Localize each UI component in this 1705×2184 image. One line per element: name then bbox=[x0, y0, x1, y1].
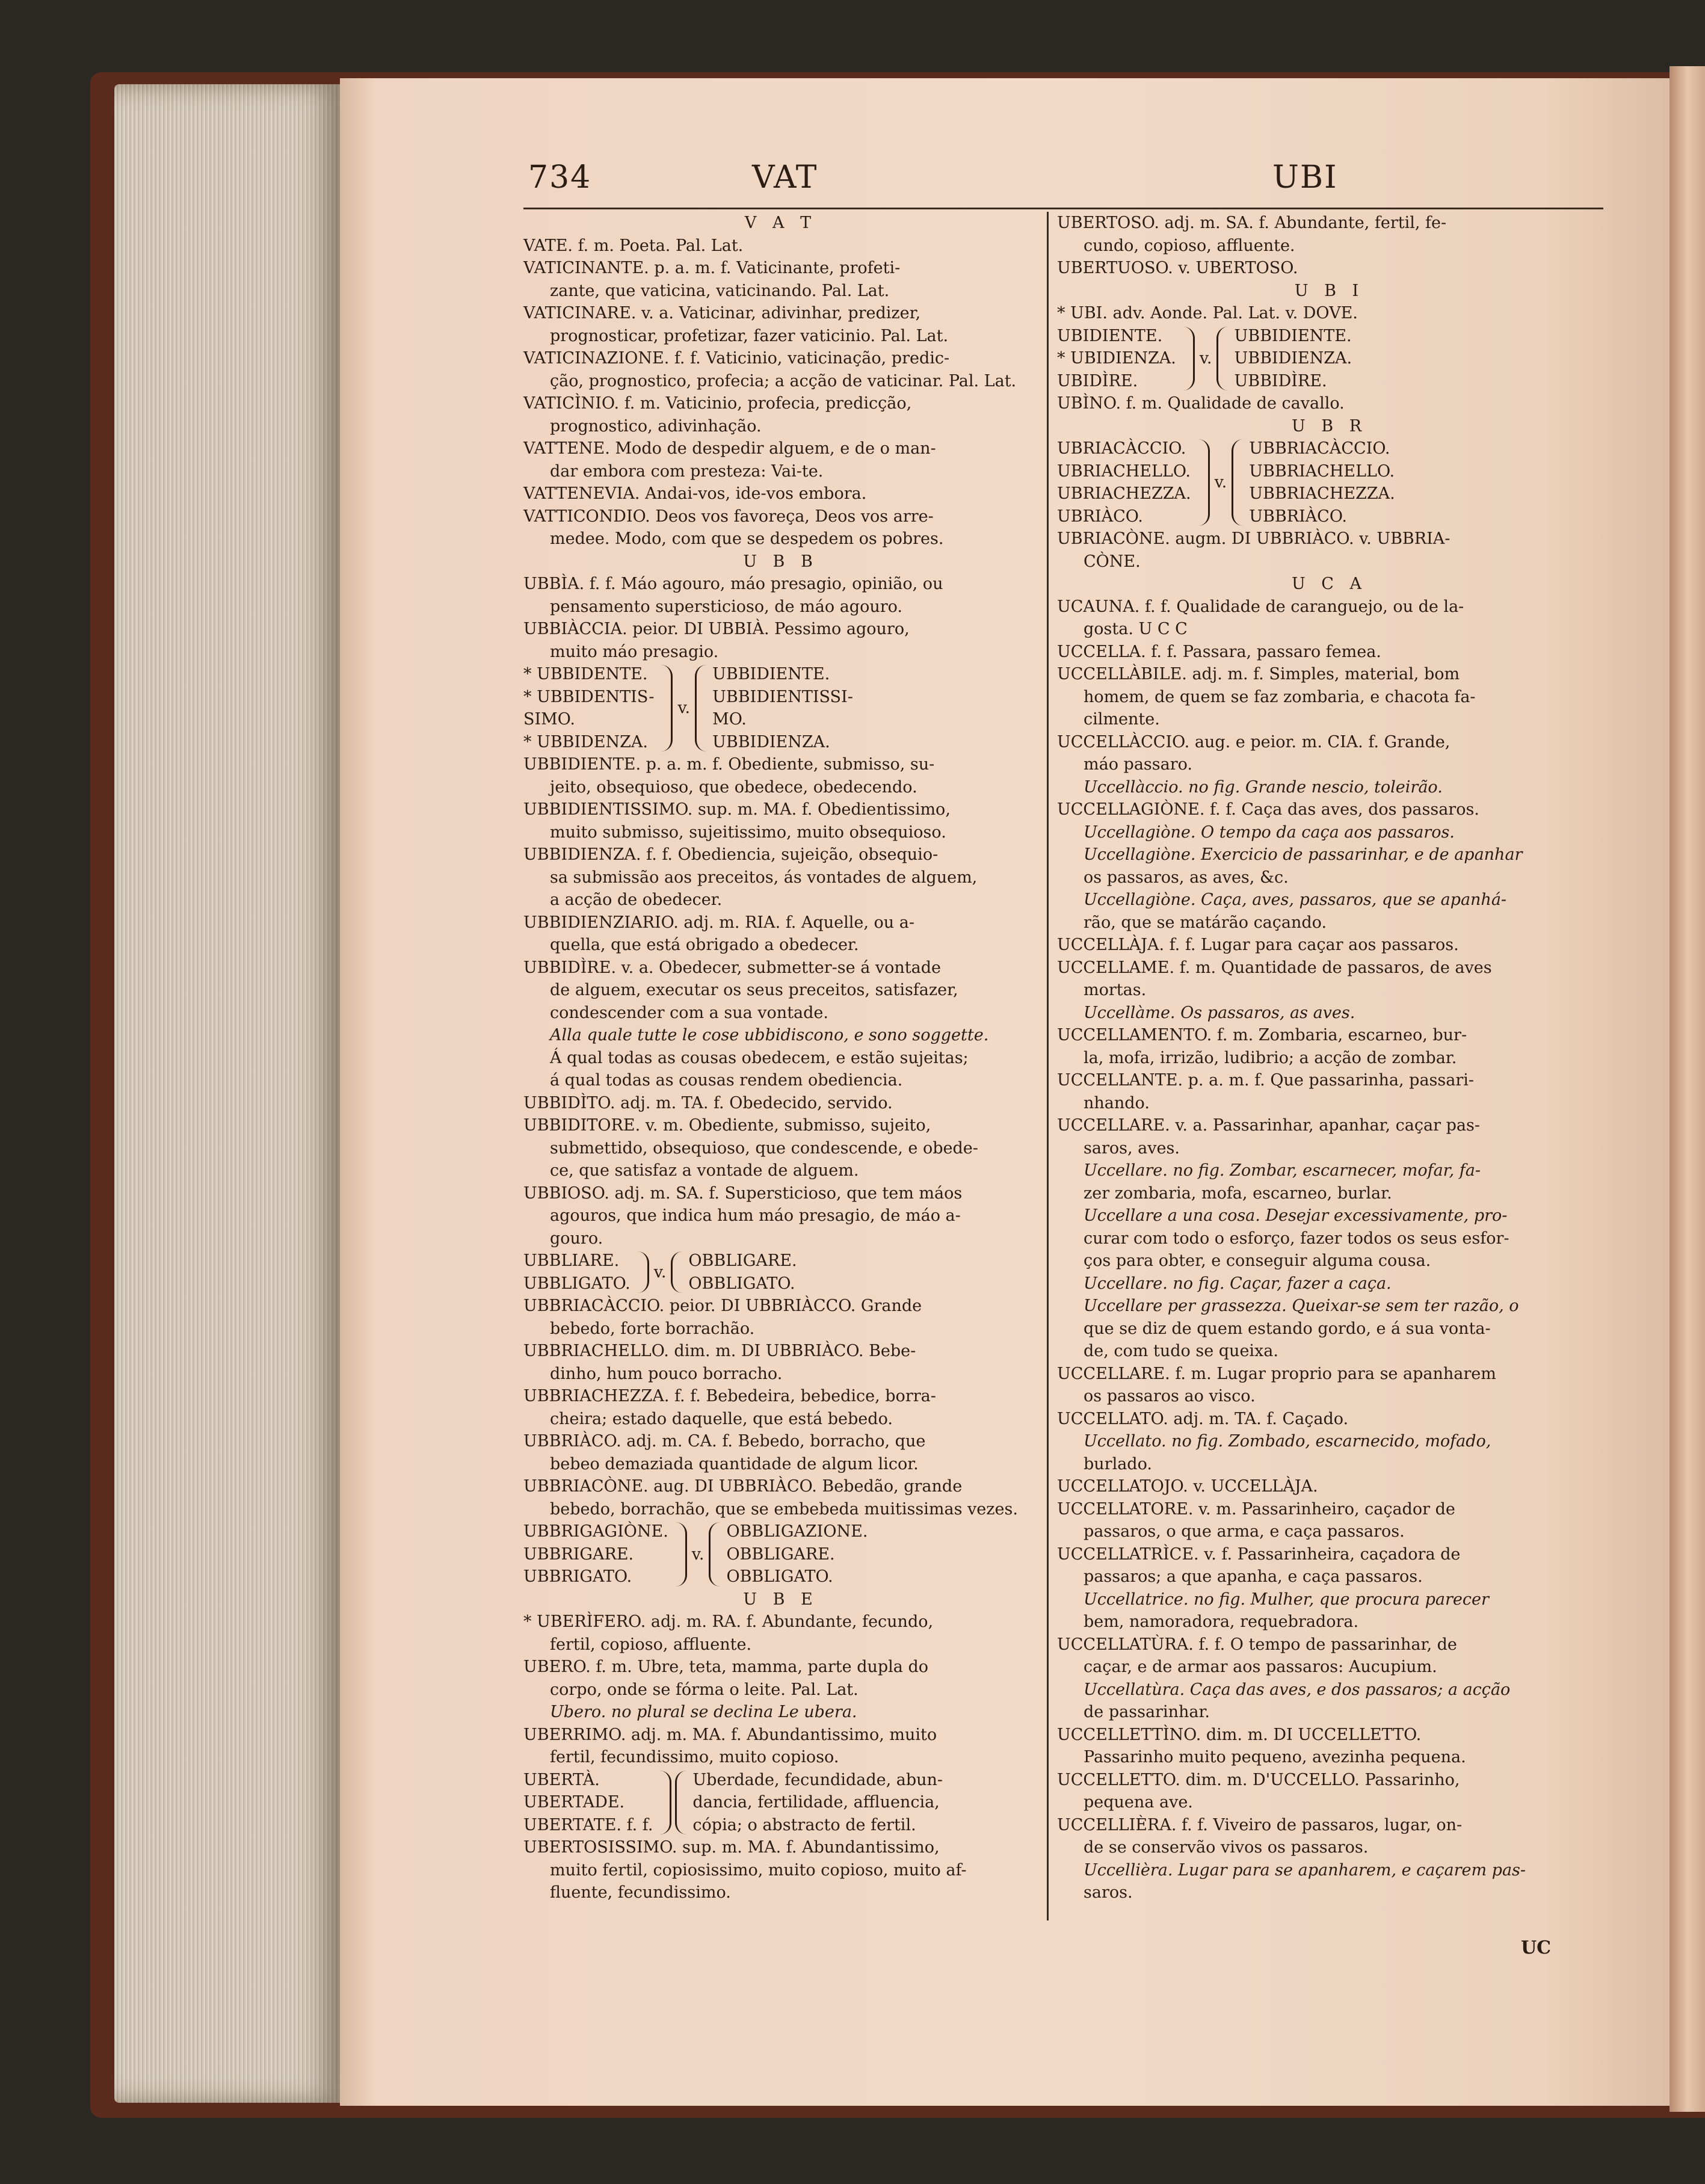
opening-brace bbox=[1216, 327, 1228, 391]
group-headwords bbox=[523, 1520, 668, 1588]
text-line: UCCELLÀBILE. adj. m. f. Simples, material, bom bbox=[1057, 665, 1460, 683]
section-letter-heading: U B I bbox=[1294, 281, 1364, 300]
text-line: UBBIDIENTE. p. a. m. f. Obediente, submisso, su- bbox=[523, 755, 935, 774]
brace-connector bbox=[631, 1250, 689, 1295]
text-line: UBBIDÌTO. adj. m. TA. f. Obedecido, servido. bbox=[523, 1093, 893, 1112]
see-also-marker: v. bbox=[677, 699, 691, 718]
headword: UBBLIGATO. bbox=[523, 1274, 631, 1293]
text-line: Uccellatùra. Caça das aves, e dos passaros; a acção bbox=[1084, 1680, 1511, 1699]
text-line: Passarinho muito pequeno, avezinha pequena. bbox=[1084, 1748, 1466, 1766]
text-line: submettido, obsequioso, que condescende, e obede- bbox=[550, 1138, 978, 1158]
text-line: pequena ave. bbox=[1084, 1793, 1193, 1812]
see-also-marker: v. bbox=[653, 1262, 667, 1282]
text-line: UBBIOSO. adj. m. SA. f. Supersticioso, que tem máos bbox=[523, 1183, 963, 1203]
text-line: VATICINARE. v. a. Vaticinar, adivinhar, predizer, bbox=[523, 304, 921, 322]
left-column bbox=[523, 212, 1038, 1904]
text-line: fertil, fecundissimo, muito copioso. bbox=[550, 1748, 839, 1766]
text-line: Uccellagiòne. Exercicio de passarinhar, e de apanhar bbox=[1084, 845, 1523, 864]
header-rule bbox=[523, 208, 1603, 209]
text-line: UCCELLÀJA. f. f. Lugar para caçar aos passaros. bbox=[1057, 936, 1459, 954]
facing-page-edge bbox=[1670, 66, 1705, 2112]
headword: SIMO. bbox=[523, 710, 575, 729]
definition-group bbox=[523, 1769, 1038, 1837]
text-line: UCCELLANTE. p. a. m. f. Que passarinha, passari- bbox=[1057, 1071, 1475, 1090]
group-headwords bbox=[1057, 437, 1191, 528]
text-line: Uccellare. no fig. Caçar, fazer a caça. bbox=[1084, 1274, 1392, 1293]
text-line: bebedo, borrachão, que se embebeda muitissimas vezes. bbox=[550, 1499, 1018, 1519]
reference-word: UBBIDIENZA. bbox=[1234, 349, 1352, 368]
reference-word: Uberdade, fecundidade, abun- bbox=[692, 1770, 943, 1789]
text-line: gosta. U C C bbox=[1084, 620, 1188, 638]
group-targets bbox=[688, 1250, 797, 1295]
group-headwords bbox=[1057, 325, 1176, 393]
text-line: passaros; a que apanha, e caça passaros. bbox=[1084, 1567, 1423, 1586]
see-also-marker: v. bbox=[1214, 473, 1227, 492]
headword: UBRIACÀCCIO. bbox=[1057, 439, 1186, 458]
text-line: Uccellato. no fig. Zombado, escarnecido, mofado, bbox=[1084, 1432, 1491, 1451]
text-line: VATE. f. m. Poeta. Pal. Lat. bbox=[523, 236, 744, 255]
headword: * UBBIDENZA. bbox=[523, 732, 649, 751]
reference-word: UBBRIACHEZZA. bbox=[1249, 484, 1395, 503]
group-targets bbox=[1234, 325, 1352, 393]
page-number: 734 bbox=[528, 159, 592, 196]
text-line: prognosticar, profetizar, fazer vaticinio. Pal. Lat. bbox=[550, 326, 949, 345]
headword: UBRIÀCO. bbox=[1057, 507, 1143, 526]
headword: * UBBIDENTE. bbox=[523, 665, 648, 683]
opening-brace bbox=[675, 1771, 686, 1835]
text-line: fertil, copioso, affluente. bbox=[550, 1635, 752, 1654]
closing-brace bbox=[1198, 439, 1210, 526]
text-line: prognostico, adivinhação. bbox=[550, 416, 762, 436]
group-headwords bbox=[523, 663, 654, 753]
text-line: UBBIÀCCIA. peior. DI UBBIÀ. Pessimo agouro, bbox=[523, 620, 910, 638]
group-targets bbox=[726, 1520, 868, 1588]
text-line: á qual todas as cousas rendem obediencia. bbox=[550, 1071, 903, 1090]
headword: * UBIDIENZA. bbox=[1057, 349, 1176, 368]
reference-word: OBBLIGAZIONE. bbox=[726, 1522, 868, 1541]
group-targets bbox=[1249, 437, 1395, 528]
reference-word: UBBIDIENTE. bbox=[1234, 326, 1352, 345]
text-line: a acção de obedecer. bbox=[550, 890, 723, 909]
text-line: * UBERÌFERO. adj. m. RA. f. Abundante, fecundo, bbox=[523, 1612, 934, 1631]
text-line: condescender com a sua vontade. bbox=[550, 1003, 828, 1022]
text-line: burlado. bbox=[1084, 1454, 1152, 1473]
entry-block bbox=[523, 1295, 1038, 1520]
text-line: la, mofa, irrizão, ludibrio; a acção de zombar. bbox=[1084, 1048, 1457, 1067]
text-line: CÒNE. bbox=[1084, 552, 1141, 571]
text-line: Uccellatrice. no fig. Mulher, que procura parecer bbox=[1084, 1590, 1489, 1609]
cross-reference-group bbox=[523, 663, 1038, 753]
text-line: UBBRIACÀCCIO. peior. DI UBBRIÀCCO. Grande bbox=[523, 1297, 922, 1315]
text-line: UCCELLATO. adj. m. TA. f. Caçado. bbox=[1057, 1409, 1349, 1428]
closing-brace bbox=[638, 1251, 649, 1293]
text-line: bem, namoradora, requebradora. bbox=[1084, 1612, 1359, 1631]
text-line: os passaros ao visco. bbox=[1084, 1387, 1256, 1405]
closing-brace bbox=[661, 665, 673, 751]
text-line: UCCELLARE. f. m. Lugar proprio para se apanharem bbox=[1057, 1364, 1496, 1383]
reference-word: UBBRIACHELLO. bbox=[1249, 461, 1395, 481]
text-line: mortas. bbox=[1084, 981, 1147, 999]
text-line: gouro. bbox=[550, 1229, 603, 1248]
text-line: dar embora com presteza: Vai-te. bbox=[550, 461, 824, 481]
text-line: UCAUNA. f. f. Qualidade de caranguejo, ou de la- bbox=[1057, 597, 1464, 616]
cross-reference-group bbox=[523, 1250, 1038, 1295]
text-line: zer zombaria, mofa, escarneo, burlar. bbox=[1084, 1183, 1392, 1203]
reference-word: UBBIDIENTISSI- bbox=[712, 687, 853, 706]
entry-block bbox=[1057, 528, 1602, 1904]
text-line: UCCELLAME. f. m. Quantidade de passaros, de aves bbox=[1057, 958, 1492, 977]
text-line: caçar, e de armar aos passaros: Aucupium. bbox=[1084, 1658, 1437, 1676]
entry-block bbox=[1057, 392, 1602, 437]
text-line: Á qual todas as cousas obedecem, e estão sujeitas; bbox=[550, 1048, 969, 1067]
reference-word: cópia; o abstracto de fertil. bbox=[692, 1815, 916, 1834]
section-letter-heading: U B B bbox=[743, 552, 818, 571]
reference-word: UBBRIÀCO. bbox=[1249, 507, 1347, 526]
column-divider bbox=[1047, 212, 1049, 1920]
text-line: VATICINAZIONE. f. f. Vaticinio, vaticinação, predic- bbox=[523, 349, 950, 368]
text-line: Uccellare. no fig. Zombar, escarnecer, mofar, fa- bbox=[1084, 1161, 1481, 1180]
text-line: UBERTOSISSIMO. sup. m. MA. f. Abundantissimo, bbox=[523, 1838, 940, 1857]
reference-word: UBBIDIENTE. bbox=[712, 665, 830, 683]
text-line: UBÌNO. f. m. Qualidade de cavallo. bbox=[1057, 394, 1345, 413]
headword: UBBLIARE. bbox=[523, 1251, 620, 1270]
group-targets bbox=[712, 663, 853, 753]
text-line: Uccellare per grassezza. Queixar-se sem ter razão, o bbox=[1084, 1297, 1519, 1315]
closing-brace bbox=[1183, 327, 1195, 391]
text-line: ce, que satisfaz a vontade de alguem. bbox=[550, 1161, 859, 1180]
text-line: de, com tudo se queixa. bbox=[1084, 1342, 1278, 1360]
text-line: UCCELLETTO. dim. m. D'UCCELLO. Passarinho, bbox=[1057, 1770, 1460, 1789]
running-head-right: UBI bbox=[1272, 159, 1338, 196]
text-line: cheira; estado daquelle, que está bebedo. bbox=[550, 1409, 893, 1428]
text-line: muito fertil, copiosissimo, muito copioso, muito af- bbox=[550, 1860, 967, 1880]
text-line: que se diz de quem estando gordo, e á sua vonta- bbox=[1084, 1319, 1491, 1338]
text-line: UBBIDITORE. v. m. Obediente, submisso, sujeito, bbox=[523, 1116, 931, 1135]
text-line: os passaros, as aves, &c. bbox=[1084, 868, 1289, 887]
text-line: muito submisso, sujeitissimo, muito obsequioso. bbox=[550, 822, 946, 842]
reference-word: OBBLIGARE. bbox=[726, 1544, 835, 1564]
text-line: jeito, obsequioso, que obedece, obedecendo. bbox=[550, 777, 917, 797]
headword: UBRIACHELLO. bbox=[1057, 461, 1191, 481]
text-line: agouros, que indica hum máo presagio, de máo a- bbox=[550, 1206, 961, 1225]
text-line: UBERO. f. m. Ubre, teta, mamma, parte dupla do bbox=[523, 1658, 929, 1676]
brace-connector bbox=[668, 1520, 727, 1588]
headword: UBIDÌRE. bbox=[1057, 371, 1138, 390]
text-line: Ubero. no plural se declina Le ubera. bbox=[550, 1703, 857, 1721]
brace-connector bbox=[1191, 437, 1250, 528]
text-line: Uccellagiòne. Caça, aves, passaros, que se apanhá- bbox=[1084, 890, 1507, 909]
reference-word: MO. bbox=[712, 710, 747, 729]
headword: UBRIACHEZZA. bbox=[1057, 484, 1191, 503]
section-letter-heading: U B R bbox=[1291, 416, 1367, 436]
brace-connector bbox=[1176, 325, 1235, 393]
text-line: Uccellare a una cosa. Desejar excessivamente, pro- bbox=[1084, 1206, 1508, 1225]
running-head-left: VAT bbox=[752, 159, 818, 196]
text-line: UCCELLETTÌNO. dim. m. DI UCCELLETTO. bbox=[1057, 1725, 1422, 1744]
closing-brace bbox=[660, 1771, 671, 1835]
see-also-marker: v. bbox=[1199, 349, 1212, 368]
text-line: nhando. bbox=[1084, 1093, 1150, 1112]
headword: UBIDIENTE. bbox=[1057, 326, 1163, 345]
text-line: sa submissão aos preceitos, ás vontades de alguem, bbox=[550, 868, 978, 887]
text-line: Alla quale tutte le cose ubbidiscono, e sono soggette. bbox=[550, 1026, 989, 1044]
group-headwords bbox=[523, 1250, 631, 1295]
entry-block bbox=[523, 1588, 1038, 1769]
reference-word: OBBLIGATO. bbox=[726, 1567, 833, 1586]
opening-brace bbox=[1232, 439, 1243, 526]
text-line: fluente, fecundissimo. bbox=[550, 1883, 731, 1902]
text-line: UBERTOSO. adj. m. SA. f. Abundante, fertil, fe- bbox=[1057, 214, 1447, 232]
text-line: VATTENEVIA. Andai-vos, ide-vos embora. bbox=[523, 484, 867, 503]
section-letter-heading: U C A bbox=[1291, 575, 1367, 593]
text-line: quella, que está obrigado a obedecer. bbox=[550, 936, 859, 954]
see-also-marker: v. bbox=[691, 1544, 705, 1564]
text-line: pensamento supersticioso, de máo agouro. bbox=[550, 597, 902, 616]
text-line: UCCELLATRÌCE. v. f. Passarinheira, caçadora de bbox=[1057, 1544, 1461, 1564]
headword: UBBRIGATO. bbox=[523, 1567, 632, 1586]
text-line: UBBRIACHELLO. dim. m. DI UBBRIÀCO. Bebe- bbox=[523, 1342, 916, 1360]
text-line: UCCELLAGIÒNE. f. f. Caça das aves, dos passaros. bbox=[1057, 800, 1479, 819]
text-line: de se conservão vivos os passaros. bbox=[1084, 1838, 1369, 1857]
text-line: muito máo presagio. bbox=[550, 642, 719, 661]
text-line: UCCELLATOJO. v. UCCELLÀJA. bbox=[1057, 1477, 1318, 1496]
text-line: UBBRIÀCO. adj. m. CA. f. Bebedo, borracho, que bbox=[523, 1432, 926, 1451]
headword: UBERTÀ. bbox=[523, 1770, 600, 1789]
headword: UBERTADE. bbox=[523, 1793, 625, 1812]
text-line: Uccellàme. Os passaros, as aves. bbox=[1084, 1003, 1355, 1022]
text-line: UBBRIACÒNE. aug. DI UBBRIÀCO. Bebedão, grande bbox=[523, 1477, 963, 1496]
text-line: Uccellièra. Lugar para se apanharem, e caçarem pas- bbox=[1084, 1860, 1526, 1880]
text-line: UBERTUOSO. v. UBERTOSO. bbox=[1057, 259, 1298, 277]
opening-brace bbox=[709, 1522, 720, 1587]
group-headwords bbox=[523, 1769, 653, 1837]
text-line: passaros, o que arma, e caça passaros. bbox=[1084, 1522, 1405, 1541]
text-line: ços para obter, e conseguir alguma cousa. bbox=[1084, 1251, 1431, 1270]
headword: UBERTATE. f. f. bbox=[523, 1815, 653, 1834]
right-column bbox=[1057, 212, 1602, 1904]
text-line: UBRIACÒNE. augm. DI UBBRIÀCO. v. UBBRIA- bbox=[1057, 529, 1451, 548]
text-line: UBBIDIENTISSIMO. sup. m. MA. f. Obedientissimo, bbox=[523, 800, 951, 819]
reference-word: UBBRIACÀCCIO. bbox=[1249, 439, 1390, 458]
closing-brace bbox=[676, 1522, 687, 1587]
text-line: medee. Modo, com que se despedem os pobres. bbox=[550, 529, 944, 548]
text-line: UBERRIMO. adj. m. MA. f. Abundantissimo, muito bbox=[523, 1725, 937, 1744]
entry-block bbox=[523, 212, 1038, 663]
entry-block bbox=[523, 1836, 1038, 1904]
text-line: de alguem, executar os seus preceitos, satisfazer, bbox=[550, 981, 958, 999]
text-line: cundo, copioso, affluente. bbox=[1084, 236, 1295, 255]
text-line: saros, aves. bbox=[1084, 1138, 1180, 1158]
text-line: de passarinhar. bbox=[1084, 1703, 1210, 1721]
text-line: * UBI. adv. Aonde. Pal. Lat. v. DOVE. bbox=[1057, 304, 1358, 322]
text-line: UBBIDÌRE. v. a. Obedecer, submetter-se á vontade bbox=[523, 958, 941, 977]
text-line: máo passaro. bbox=[1084, 755, 1192, 774]
opening-brace bbox=[695, 665, 706, 751]
text-line: UCCELLARE. v. a. Passarinhar, apanhar, caçar pas- bbox=[1057, 1116, 1480, 1135]
text-line: UBBIDIENZA. f. f. Obediencia, sujeição, obsequio- bbox=[523, 845, 939, 864]
text-line: Uccellàccio. no fig. Grande nescio, toleirão. bbox=[1084, 777, 1443, 797]
entry-block bbox=[1057, 212, 1602, 325]
page-edges bbox=[114, 84, 343, 2103]
headword: * UBBIDENTIS- bbox=[523, 687, 655, 706]
headword: UBBRIGARE. bbox=[523, 1544, 634, 1564]
section-letter-heading: U B E bbox=[743, 1590, 818, 1609]
entry-block bbox=[523, 753, 1038, 1250]
text-line: homem, de quem se faz zombaria, e chacota fa- bbox=[1084, 687, 1476, 706]
text-line: VATICÌNIO. f. m. Vaticinio, profecia, predicção, bbox=[523, 394, 912, 413]
text-line: bebeo demaziada quantidade de algum licor. bbox=[550, 1454, 919, 1473]
headword: UBBRIGAGIÒNE. bbox=[523, 1522, 668, 1541]
text-line: cilmente. bbox=[1084, 710, 1160, 729]
text-line: rão, que se matárão caçando. bbox=[1084, 913, 1327, 932]
text-line: UCCELLIÈRA. f. f. Viveiro de passaros, lugar, on- bbox=[1057, 1815, 1463, 1834]
reference-word: dancia, fertilidade, affluencia, bbox=[692, 1793, 940, 1812]
catchword: UC bbox=[1521, 1937, 1552, 1958]
group-targets bbox=[692, 1769, 943, 1837]
cross-reference-group bbox=[523, 1520, 1038, 1588]
text-line: VATICINANTE. p. a. m. f. Vaticinante, profeti- bbox=[523, 259, 901, 277]
reference-word: UBBIDÌRE. bbox=[1234, 371, 1327, 390]
text-line: UCCELLATORE. v. m. Passarinheiro, caçador de bbox=[1057, 1499, 1455, 1519]
text-line: dinho, hum pouco borracho. bbox=[550, 1364, 783, 1383]
text-line: VATTICONDIO. Deos vos favoreça, Deos vos arre- bbox=[523, 507, 934, 526]
text-line: UBBÌA. f. f. Máo agouro, máo presagio, opinião, ou bbox=[523, 575, 943, 593]
text-line: VATTENE. Modo de despedir alguem, e de o man- bbox=[523, 439, 936, 458]
cross-reference-group bbox=[1057, 437, 1602, 528]
text-line: Uccellagiòne. O tempo da caça aos passaros. bbox=[1084, 822, 1455, 842]
text-line: UCCELLA. f. f. Passara, passaro femea. bbox=[1057, 642, 1381, 661]
text-line: UBBIDIENZIARIO. adj. m. RIA. f. Aquelle, ou a- bbox=[523, 913, 914, 932]
text-line: bebedo, forte borrachão. bbox=[550, 1319, 755, 1338]
text-line: zante, que vaticina, vaticinando. Pal. Lat. bbox=[550, 281, 890, 300]
text-line: curar com todo o esforço, fazer todos os seus esfor- bbox=[1084, 1229, 1509, 1248]
text-line: UCCELLATÙRA. f. f. O tempo de passarinhar, de bbox=[1057, 1635, 1457, 1654]
text-line: UCCELLAMENTO. f. m. Zombaria, escarneo, bur- bbox=[1057, 1026, 1467, 1044]
cross-reference-group bbox=[1057, 325, 1602, 393]
reference-word: OBBLIGARE. bbox=[688, 1251, 797, 1270]
reference-word: UBBIDIENZA. bbox=[712, 732, 830, 751]
text-line: UBBRIACHEZZA. f. f. Bebedeira, bebedice, borra- bbox=[523, 1387, 936, 1405]
opening-brace bbox=[671, 1251, 682, 1293]
text-line: saros. bbox=[1084, 1883, 1133, 1902]
text-line: UCCELLÀCCIO. aug. e peior. m. CIA. f. Grande, bbox=[1057, 732, 1451, 751]
brace-connector bbox=[653, 1769, 692, 1837]
text-line: corpo, onde se fórma o leite. Pal. Lat. bbox=[550, 1680, 859, 1699]
brace-connector bbox=[654, 663, 712, 753]
reference-word: OBBLIGATO. bbox=[688, 1274, 795, 1293]
text-line: ção, prognostico, profecia; a acção de vaticinar. Pal. Lat. bbox=[550, 371, 1017, 390]
section-letter-heading: V A T bbox=[744, 214, 817, 232]
